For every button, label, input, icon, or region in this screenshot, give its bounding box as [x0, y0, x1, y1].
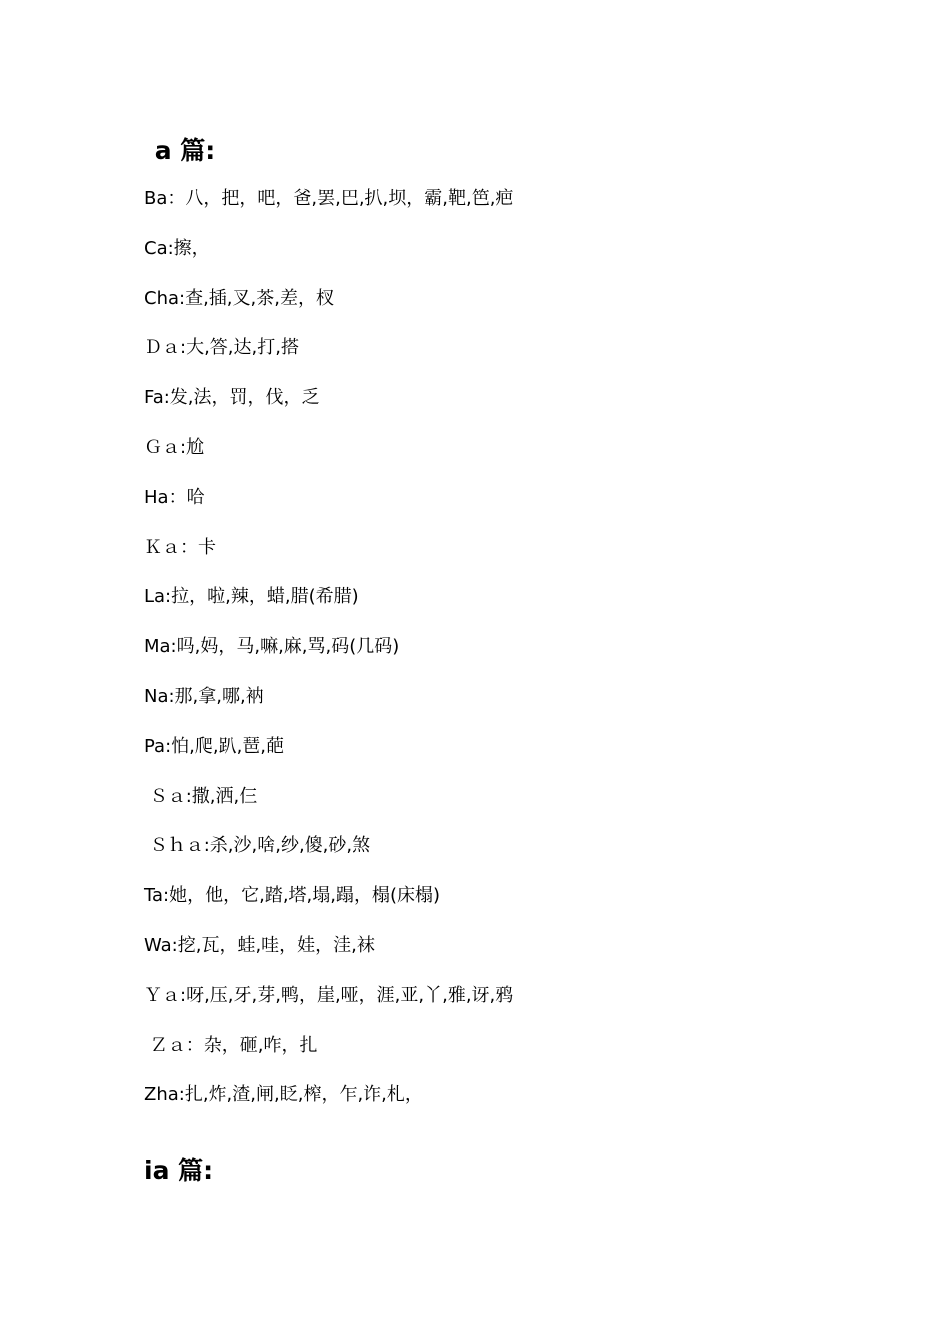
section-heading-a: a 篇: [146, 136, 216, 165]
entry-ya: Ｙａ:呀,压,牙,芽,鸭，崖,哑，涯,亚,丫,雅,讶,鸦 [144, 984, 514, 1006]
entry-za: Ｚａ：杂，砸,咋，扎 [144, 1034, 318, 1056]
entry-sa: Ｓａ:撒,洒,仨 [144, 785, 258, 807]
entry-ta: Ta:她，他，它,踏,塔,塌,蹋，榻(床榻) [144, 885, 441, 907]
entry-cha: Cha:查,插,叉,茶,差，杈 [144, 287, 334, 309]
entry-na: Na:那,拿,哪,衲 [144, 685, 264, 707]
entry-zha: Zha:扎,炸,渣,闸,眨,榨，乍,诈,札， [144, 1084, 423, 1106]
entry-ka: Ｋａ：卡 [144, 536, 216, 558]
entry-ba: Ba：八，把，吧，爸,罢,巴,扒,坝，霸,靶,笆,疤 [144, 188, 514, 209]
entry-ha: Ha：哈 [144, 486, 205, 508]
section-heading-ia: ia 篇: [144, 1156, 214, 1185]
entry-pa: Pa:怕,爬,趴,琶,葩 [144, 735, 285, 757]
entry-ga: Ｇａ:尬 [144, 436, 205, 458]
entry-sha: Ｓｈａ:杀,沙,啥,纱,傻,砂,煞 [144, 835, 371, 857]
entry-fa: Fa:发,法，罚，伐，乏 [144, 387, 320, 409]
entry-wa: Wa:挖,瓦，蛙,哇，娃，洼,袜 [144, 934, 375, 956]
entry-da: Ｄａ:大,答,达,打,搭 [144, 337, 299, 359]
entry-ma: Ma:吗,妈，马,嘛,麻,骂,码(几码) [144, 636, 400, 658]
pinyin-entry-list [144, 186, 904, 1132]
entry-la: La:拉，啦,辣，蜡,腊(希腊) [144, 586, 359, 608]
entry-ca: Ca:擦， [144, 237, 210, 259]
